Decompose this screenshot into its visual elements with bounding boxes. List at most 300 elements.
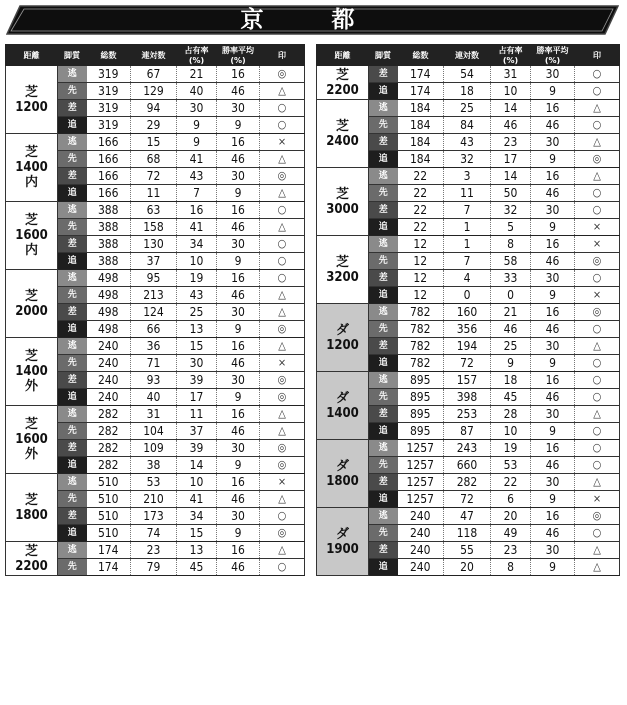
share-rate: 41 bbox=[177, 151, 217, 168]
mark: ○ bbox=[575, 202, 620, 219]
total-count: 166 bbox=[87, 134, 131, 151]
header-row bbox=[6, 45, 305, 66]
top2-count: 4 bbox=[444, 270, 491, 287]
mark: ◎ bbox=[260, 168, 305, 185]
running-style: 先 bbox=[369, 253, 398, 270]
top2-count: 118 bbox=[444, 525, 491, 542]
total-count: 174 bbox=[87, 542, 131, 559]
mark: ○ bbox=[575, 525, 620, 542]
avg-rate: 46 bbox=[217, 287, 260, 304]
total-count: 184 bbox=[398, 151, 444, 168]
share-rate: 43 bbox=[177, 287, 217, 304]
top2-count: 36 bbox=[131, 338, 177, 355]
running-style: 先 bbox=[369, 457, 398, 474]
table-row bbox=[317, 236, 620, 253]
mark: △ bbox=[575, 559, 620, 576]
total-count: 782 bbox=[398, 338, 444, 355]
mark: △ bbox=[260, 287, 305, 304]
avg-rate: 30 bbox=[531, 270, 575, 287]
mark: ◎ bbox=[575, 253, 620, 270]
avg-rate: 46 bbox=[531, 253, 575, 270]
column-header: 印 bbox=[260, 45, 305, 66]
top2-count: 7 bbox=[444, 253, 491, 270]
running-style: 差 bbox=[369, 338, 398, 355]
total-count: 184 bbox=[398, 134, 444, 151]
total-count: 174 bbox=[398, 83, 444, 100]
running-style: 逃 bbox=[58, 406, 87, 423]
top2-count: 356 bbox=[444, 321, 491, 338]
top2-count: 0 bbox=[444, 287, 491, 304]
share-rate: 39 bbox=[177, 372, 217, 389]
avg-rate: 9 bbox=[217, 457, 260, 474]
top2-count: 104 bbox=[131, 423, 177, 440]
share-rate: 8 bbox=[491, 559, 531, 576]
mark: × bbox=[575, 491, 620, 508]
total-count: 184 bbox=[398, 117, 444, 134]
distance-label: 芝 1400 外 bbox=[6, 338, 58, 406]
share-rate: 28 bbox=[491, 406, 531, 423]
running-style: 追 bbox=[369, 151, 398, 168]
total-count: 319 bbox=[87, 117, 131, 134]
running-style: 逃 bbox=[369, 440, 398, 457]
share-rate: 10 bbox=[491, 423, 531, 440]
mark: ◎ bbox=[575, 151, 620, 168]
column-header: 距離 bbox=[6, 45, 58, 66]
total-count: 782 bbox=[398, 304, 444, 321]
total-count: 282 bbox=[87, 406, 131, 423]
mark: ○ bbox=[260, 253, 305, 270]
share-rate: 30 bbox=[177, 100, 217, 117]
total-count: 12 bbox=[398, 270, 444, 287]
total-count: 240 bbox=[87, 338, 131, 355]
stats-table-left bbox=[5, 44, 305, 576]
header-row bbox=[317, 45, 620, 66]
total-count: 240 bbox=[398, 542, 444, 559]
total-count: 12 bbox=[398, 253, 444, 270]
top2-count: 194 bbox=[444, 338, 491, 355]
top2-count: 68 bbox=[131, 151, 177, 168]
share-rate: 11 bbox=[177, 406, 217, 423]
total-count: 22 bbox=[398, 185, 444, 202]
avg-rate: 46 bbox=[531, 321, 575, 338]
distance-label: 芝 1400 内 bbox=[6, 134, 58, 202]
share-rate: 17 bbox=[491, 151, 531, 168]
table-row bbox=[6, 66, 305, 83]
distance-label: ダ 1800 bbox=[317, 440, 369, 508]
mark: ◎ bbox=[260, 389, 305, 406]
top2-count: 158 bbox=[131, 219, 177, 236]
avg-rate: 30 bbox=[217, 440, 260, 457]
running-style: 先 bbox=[369, 321, 398, 338]
mark: × bbox=[260, 474, 305, 491]
table-row bbox=[317, 372, 620, 389]
top2-count: 84 bbox=[444, 117, 491, 134]
mark: ○ bbox=[260, 559, 305, 576]
share-rate: 7 bbox=[177, 185, 217, 202]
total-count: 12 bbox=[398, 287, 444, 304]
distance-label: 芝 2400 bbox=[317, 100, 369, 168]
avg-rate: 9 bbox=[217, 117, 260, 134]
mark: ○ bbox=[260, 508, 305, 525]
share-rate: 41 bbox=[177, 219, 217, 236]
share-rate: 9 bbox=[491, 355, 531, 372]
avg-rate: 9 bbox=[531, 491, 575, 508]
share-rate: 9 bbox=[177, 134, 217, 151]
running-style: 追 bbox=[58, 117, 87, 134]
total-count: 782 bbox=[398, 355, 444, 372]
top2-count: 79 bbox=[131, 559, 177, 576]
distance-label: 芝 3000 bbox=[317, 168, 369, 236]
running-style: 差 bbox=[369, 134, 398, 151]
running-style: 追 bbox=[58, 389, 87, 406]
total-count: 12 bbox=[398, 236, 444, 253]
avg-rate: 16 bbox=[531, 168, 575, 185]
running-style: 追 bbox=[369, 355, 398, 372]
share-rate: 25 bbox=[491, 338, 531, 355]
share-rate: 17 bbox=[177, 389, 217, 406]
total-count: 174 bbox=[87, 559, 131, 576]
total-count: 166 bbox=[87, 185, 131, 202]
top2-count: 72 bbox=[444, 491, 491, 508]
avg-rate: 16 bbox=[531, 508, 575, 525]
mark: ○ bbox=[575, 321, 620, 338]
avg-rate: 9 bbox=[531, 219, 575, 236]
share-rate: 49 bbox=[491, 525, 531, 542]
mark: ○ bbox=[575, 83, 620, 100]
top2-count: 31 bbox=[131, 406, 177, 423]
top2-count: 11 bbox=[444, 185, 491, 202]
share-rate: 32 bbox=[491, 202, 531, 219]
total-count: 22 bbox=[398, 202, 444, 219]
running-style: 逃 bbox=[58, 270, 87, 287]
share-rate: 46 bbox=[491, 117, 531, 134]
top2-count: 95 bbox=[131, 270, 177, 287]
share-rate: 19 bbox=[491, 440, 531, 457]
top2-count: 173 bbox=[131, 508, 177, 525]
top2-count: 1 bbox=[444, 219, 491, 236]
distance-label: 芝 1600 内 bbox=[6, 202, 58, 270]
running-style: 先 bbox=[58, 287, 87, 304]
mark: ○ bbox=[575, 372, 620, 389]
avg-rate: 46 bbox=[531, 117, 575, 134]
total-count: 498 bbox=[87, 321, 131, 338]
total-count: 240 bbox=[87, 389, 131, 406]
top2-count: 40 bbox=[131, 389, 177, 406]
mark: △ bbox=[575, 474, 620, 491]
total-count: 319 bbox=[87, 100, 131, 117]
top2-count: 398 bbox=[444, 389, 491, 406]
running-style: 追 bbox=[369, 219, 398, 236]
mark: △ bbox=[575, 100, 620, 117]
mark: ○ bbox=[260, 117, 305, 134]
running-style: 差 bbox=[369, 406, 398, 423]
table-row bbox=[6, 202, 305, 219]
top2-count: 23 bbox=[131, 542, 177, 559]
top2-count: 130 bbox=[131, 236, 177, 253]
share-rate: 30 bbox=[177, 355, 217, 372]
column-header: 勝率平均(%) bbox=[531, 45, 575, 66]
mark: △ bbox=[260, 423, 305, 440]
table-row bbox=[317, 66, 620, 83]
total-count: 388 bbox=[87, 219, 131, 236]
avg-rate: 16 bbox=[531, 236, 575, 253]
total-count: 22 bbox=[398, 168, 444, 185]
mark: ○ bbox=[575, 440, 620, 457]
mark: △ bbox=[260, 491, 305, 508]
avg-rate: 30 bbox=[217, 236, 260, 253]
table-row bbox=[317, 508, 620, 525]
total-count: 282 bbox=[87, 423, 131, 440]
mark: ○ bbox=[260, 270, 305, 287]
avg-rate: 30 bbox=[531, 66, 575, 83]
mark: △ bbox=[260, 151, 305, 168]
share-rate: 50 bbox=[491, 185, 531, 202]
share-rate: 9 bbox=[177, 117, 217, 134]
share-rate: 0 bbox=[491, 287, 531, 304]
stats-table-right bbox=[316, 44, 620, 576]
top2-count: 157 bbox=[444, 372, 491, 389]
running-style: 先 bbox=[369, 525, 398, 542]
avg-rate: 46 bbox=[217, 83, 260, 100]
share-rate: 15 bbox=[177, 338, 217, 355]
avg-rate: 46 bbox=[531, 389, 575, 406]
share-rate: 10 bbox=[177, 253, 217, 270]
mark: △ bbox=[575, 542, 620, 559]
mark: △ bbox=[575, 406, 620, 423]
mark: ○ bbox=[575, 389, 620, 406]
column-header: 占有率(%) bbox=[491, 45, 531, 66]
top2-count: 72 bbox=[444, 355, 491, 372]
column-header: 連対数 bbox=[444, 45, 491, 66]
running-style: 追 bbox=[369, 423, 398, 440]
running-style: 逃 bbox=[369, 508, 398, 525]
avg-rate: 9 bbox=[217, 185, 260, 202]
top2-count: 25 bbox=[444, 100, 491, 117]
share-rate: 18 bbox=[491, 372, 531, 389]
avg-rate: 9 bbox=[531, 151, 575, 168]
column-header: 距離 bbox=[317, 45, 369, 66]
mark: ○ bbox=[575, 66, 620, 83]
avg-rate: 30 bbox=[531, 406, 575, 423]
top2-count: 43 bbox=[444, 134, 491, 151]
distance-label: 芝 3200 bbox=[317, 236, 369, 304]
avg-rate: 30 bbox=[531, 474, 575, 491]
total-count: 388 bbox=[87, 202, 131, 219]
table-row bbox=[6, 270, 305, 287]
avg-rate: 30 bbox=[217, 100, 260, 117]
avg-rate: 9 bbox=[531, 83, 575, 100]
mark: △ bbox=[575, 338, 620, 355]
mark: △ bbox=[260, 185, 305, 202]
share-rate: 41 bbox=[177, 491, 217, 508]
share-rate: 23 bbox=[491, 542, 531, 559]
total-count: 240 bbox=[398, 559, 444, 576]
mark: × bbox=[575, 219, 620, 236]
total-count: 498 bbox=[87, 270, 131, 287]
running-style: 差 bbox=[58, 508, 87, 525]
table-row bbox=[6, 338, 305, 355]
running-style: 追 bbox=[58, 321, 87, 338]
running-style: 逃 bbox=[58, 542, 87, 559]
running-style: 逃 bbox=[369, 372, 398, 389]
page-title: 京 都 bbox=[240, 7, 385, 33]
column-header: 総数 bbox=[87, 45, 131, 66]
avg-rate: 30 bbox=[531, 338, 575, 355]
avg-rate: 46 bbox=[217, 559, 260, 576]
total-count: 240 bbox=[398, 508, 444, 525]
avg-rate: 46 bbox=[217, 355, 260, 372]
table-row bbox=[6, 406, 305, 423]
column-header: 脚質 bbox=[369, 45, 398, 66]
avg-rate: 16 bbox=[217, 474, 260, 491]
mark: △ bbox=[575, 134, 620, 151]
mark: ◎ bbox=[260, 321, 305, 338]
top2-count: 29 bbox=[131, 117, 177, 134]
running-style: 逃 bbox=[369, 236, 398, 253]
distance-label: ダ 1200 bbox=[317, 304, 369, 372]
total-count: 782 bbox=[398, 321, 444, 338]
share-rate: 14 bbox=[177, 457, 217, 474]
top2-count: 47 bbox=[444, 508, 491, 525]
share-rate: 19 bbox=[177, 270, 217, 287]
share-rate: 37 bbox=[177, 423, 217, 440]
running-style: 先 bbox=[369, 389, 398, 406]
total-count: 1257 bbox=[398, 440, 444, 457]
mark: ○ bbox=[575, 117, 620, 134]
total-count: 498 bbox=[87, 287, 131, 304]
share-rate: 21 bbox=[491, 304, 531, 321]
avg-rate: 16 bbox=[217, 134, 260, 151]
avg-rate: 9 bbox=[531, 423, 575, 440]
distance-label: 芝 1800 bbox=[6, 474, 58, 542]
running-style: 追 bbox=[369, 491, 398, 508]
total-count: 282 bbox=[87, 440, 131, 457]
avg-rate: 16 bbox=[217, 542, 260, 559]
avg-rate: 46 bbox=[531, 185, 575, 202]
running-style: 逃 bbox=[58, 134, 87, 151]
share-rate: 43 bbox=[177, 168, 217, 185]
total-count: 498 bbox=[87, 304, 131, 321]
mark: ◎ bbox=[260, 525, 305, 542]
avg-rate: 30 bbox=[217, 508, 260, 525]
avg-rate: 9 bbox=[531, 287, 575, 304]
mark: △ bbox=[260, 338, 305, 355]
table-body bbox=[317, 66, 620, 576]
share-rate: 16 bbox=[177, 202, 217, 219]
avg-rate: 16 bbox=[217, 66, 260, 83]
mark: × bbox=[575, 287, 620, 304]
top2-count: 87 bbox=[444, 423, 491, 440]
avg-rate: 30 bbox=[217, 168, 260, 185]
share-rate: 13 bbox=[177, 321, 217, 338]
share-rate: 58 bbox=[491, 253, 531, 270]
running-style: 先 bbox=[369, 185, 398, 202]
share-rate: 45 bbox=[491, 389, 531, 406]
running-style: 先 bbox=[58, 491, 87, 508]
mark: △ bbox=[260, 304, 305, 321]
share-rate: 8 bbox=[491, 236, 531, 253]
mark: ○ bbox=[575, 270, 620, 287]
table-row bbox=[6, 134, 305, 151]
share-rate: 10 bbox=[177, 474, 217, 491]
top2-count: 74 bbox=[131, 525, 177, 542]
table-row bbox=[317, 304, 620, 321]
top2-count: 11 bbox=[131, 185, 177, 202]
table-row bbox=[317, 440, 620, 457]
running-style: 先 bbox=[369, 117, 398, 134]
share-rate: 6 bbox=[491, 491, 531, 508]
running-style: 先 bbox=[58, 151, 87, 168]
top2-count: 53 bbox=[131, 474, 177, 491]
share-rate: 14 bbox=[491, 168, 531, 185]
mark: ○ bbox=[575, 355, 620, 372]
distance-label: ダ 1900 bbox=[317, 508, 369, 576]
total-count: 240 bbox=[398, 525, 444, 542]
share-rate: 22 bbox=[491, 474, 531, 491]
share-rate: 15 bbox=[177, 525, 217, 542]
running-style: 追 bbox=[58, 525, 87, 542]
avg-rate: 9 bbox=[217, 389, 260, 406]
table-row bbox=[317, 100, 620, 117]
total-count: 510 bbox=[87, 491, 131, 508]
mark: × bbox=[575, 236, 620, 253]
running-style: 追 bbox=[58, 185, 87, 202]
running-style: 追 bbox=[369, 559, 398, 576]
avg-rate: 46 bbox=[217, 151, 260, 168]
total-count: 166 bbox=[87, 151, 131, 168]
total-count: 174 bbox=[398, 66, 444, 83]
column-header: 脚質 bbox=[58, 45, 87, 66]
running-style: 差 bbox=[58, 100, 87, 117]
share-rate: 25 bbox=[177, 304, 217, 321]
mark: ○ bbox=[260, 236, 305, 253]
total-count: 22 bbox=[398, 219, 444, 236]
running-style: 先 bbox=[58, 423, 87, 440]
running-style: 先 bbox=[58, 219, 87, 236]
top2-count: 67 bbox=[131, 66, 177, 83]
table-row bbox=[6, 474, 305, 491]
running-style: 差 bbox=[58, 304, 87, 321]
avg-rate: 9 bbox=[531, 355, 575, 372]
share-rate: 45 bbox=[177, 559, 217, 576]
top2-count: 109 bbox=[131, 440, 177, 457]
top2-count: 1 bbox=[444, 236, 491, 253]
total-count: 895 bbox=[398, 406, 444, 423]
total-count: 1257 bbox=[398, 491, 444, 508]
mark: ○ bbox=[575, 423, 620, 440]
running-style: 逃 bbox=[369, 100, 398, 117]
share-rate: 39 bbox=[177, 440, 217, 457]
avg-rate: 16 bbox=[531, 372, 575, 389]
total-count: 510 bbox=[87, 474, 131, 491]
table-body bbox=[6, 66, 305, 576]
top2-count: 20 bbox=[444, 559, 491, 576]
avg-rate: 9 bbox=[531, 559, 575, 576]
top2-count: 282 bbox=[444, 474, 491, 491]
top2-count: 54 bbox=[444, 66, 491, 83]
top2-count: 160 bbox=[444, 304, 491, 321]
total-count: 184 bbox=[398, 100, 444, 117]
running-style: 先 bbox=[58, 355, 87, 372]
running-style: 差 bbox=[58, 372, 87, 389]
running-style: 差 bbox=[58, 168, 87, 185]
total-count: 388 bbox=[87, 236, 131, 253]
running-style: 差 bbox=[369, 270, 398, 287]
top2-count: 93 bbox=[131, 372, 177, 389]
running-style: 逃 bbox=[58, 338, 87, 355]
distance-label: 芝 1600 外 bbox=[6, 406, 58, 474]
running-style: 差 bbox=[369, 66, 398, 83]
